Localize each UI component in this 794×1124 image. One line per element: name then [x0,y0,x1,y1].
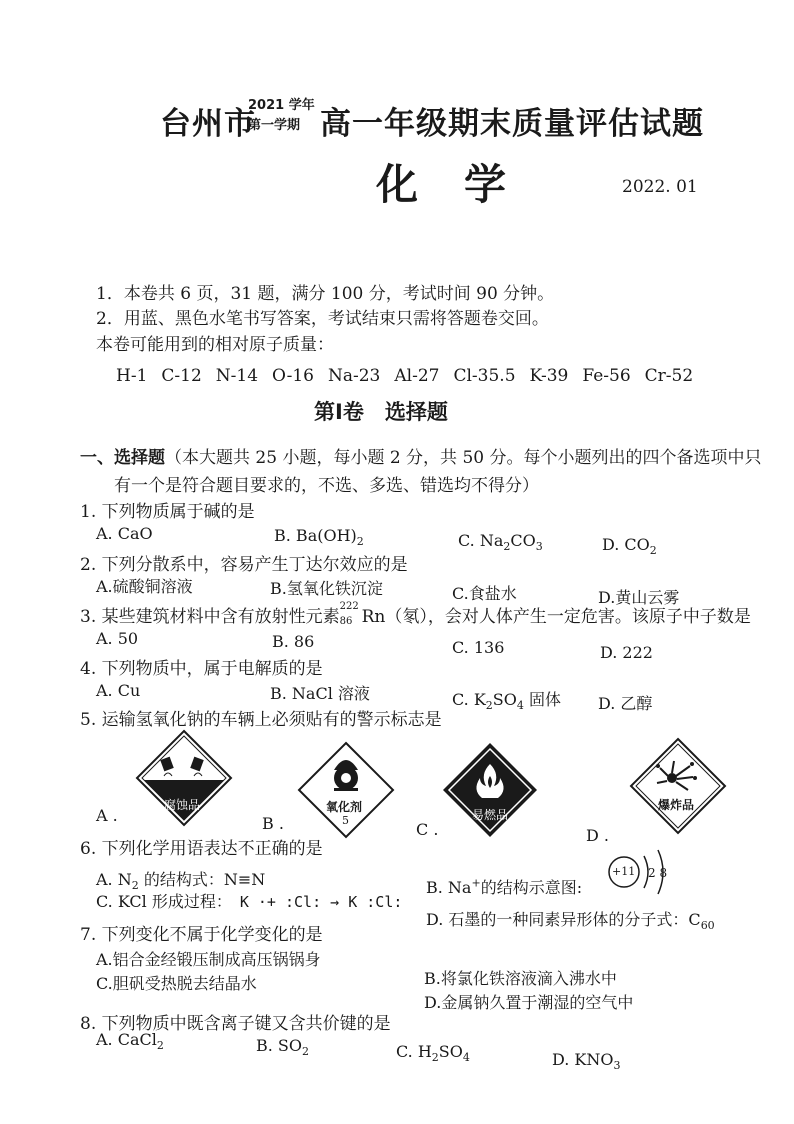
corrosive-label: 腐蚀品 [164,798,201,812]
q4-stem: 4. 下列物质中，属于电解质的是 [80,659,323,679]
q2-option-c: C.食盐水 [452,584,517,603]
note-3: 本卷可能用到的相对原子质量： [96,335,334,355]
q6-option-a: A. $N_2$ 的结构式：N≡N [96,870,266,893]
part-desc-2: 有一个是符合题目要求的，不选、多选、错选均不得分） [114,476,539,496]
header-title: 高一年级期末质量评估试题 [320,106,704,142]
electron-shells: 2 8 [648,866,668,880]
q6-stem: 6. 下列化学用语表达不正确的是 [80,839,323,859]
explosive-sign [628,736,728,836]
q3-mass-number: 222 [339,601,359,612]
section-title: 第Ⅰ卷 选择题 [314,400,448,424]
q1-stem: 1. 下列物质属于碱的是 [80,502,255,522]
q4-option-d: D. 乙醇 [598,694,653,713]
atomic-masses [116,365,693,387]
q3-atomic-number: 86 [339,616,353,627]
q8-option-d: D. $KNO_3$ [552,1050,621,1073]
header-subject: 化学 [376,160,553,209]
header-term: 第一学期 [248,118,301,133]
part-label: 一、选择题 [80,448,165,468]
mass-h: H-1 [116,366,148,386]
note-1: 1．本卷共 6 页，31 题，满分 100 分，考试时间 90 分钟。 [96,284,555,304]
sodium-ion-structure-diagram [604,840,684,904]
q8-option-c: C. $H_2SO_4$ [396,1042,470,1065]
q5-stem: 5. 运输氢氧化钠的车辆上必须贴有的警示标志是 [80,710,442,730]
corrosive-sign [134,728,234,828]
q7-option-a: A.铝合金经锻压制成高压锅锅身 [96,950,321,969]
q2-stem: 2. 下列分散系中，容易产生丁达尔效应的是 [80,555,408,575]
mass-o: O-16 [272,366,314,386]
q3-option-b: B. 86 [272,632,315,651]
q3-option-d: D. 222 [600,643,653,662]
q3-stem: 3. 某些建筑材料中含有放射性元素 222 86 Rn（氡），会对人体产生一定危害。该原子中子数是 [80,601,751,627]
mass-k: K-39 [529,366,569,386]
q5-option-c: C . [416,820,439,839]
mass-cr: Cr-52 [644,366,694,386]
q7-option-b: B.将氯化铁溶液滴入沸水中 [424,969,617,988]
oxidizer-class-number: 5 [342,814,349,827]
mass-na: Na-23 [327,366,381,386]
q1-option-a: A. CaO [96,524,153,543]
mass-fe: Fe-56 [582,366,631,386]
q6-option-c: C. KCl 形成过程： K ·+ :Cl: → K :Cl: [96,892,403,911]
q4-option-a: A. Cu [96,681,141,700]
q6-option-b: B. Na+的结构示意图: [426,876,583,897]
q1-option-b: B. $Ba(OH)_2$ [274,526,364,549]
q8-stem: 8. 下列物质中既含离子键又含共价键的是 [80,1014,391,1034]
q6-option-d: D. 石墨的一种同素异形体的分子式：$C_{60}$ [426,910,715,933]
q1-option-d: D. $CO_2$ [602,535,657,558]
q7-option-c: C.胆矾受热脱去结晶水 [96,974,257,993]
q4-option-b: B. NaCl 溶液 [270,684,370,703]
q4-option-c: C. $K_2SO_4$ 固体 [452,690,561,713]
nucleus-charge: +11 [612,865,636,878]
q7-stem: 7. 下列变化不属于化学变化的是 [80,925,323,945]
q1-option-c: C. $Na_2CO_3$ [458,531,543,554]
part-desc-1: （本大题共 25 小题，每小题 2 分，共 50 分。每个小题列出的四个备选项中只 [165,448,762,468]
header-year: 2021 学年 [248,98,315,113]
flammable-label: 易燃品 [472,808,509,822]
note-2: 2．用蓝、黑色水笔书写答案，考试结束只需将答题卷交回。 [96,309,549,329]
mass-cl: Cl-35.5 [453,366,516,386]
q2-option-b: B.氢氧化铁沉淀 [270,579,383,598]
q8-option-a: A. CaCl$_2$ [96,1030,164,1053]
mass-n: N-14 [215,366,259,386]
q2-option-a: A.硫酸铜溶液 [96,577,193,596]
oxidizer-label: 氧化剂 [326,800,363,814]
mass-al: Al-27 [394,366,440,386]
q2-option-d: D.黄山云雾 [598,588,680,607]
q3-option-a: A. 50 [96,629,139,648]
header-date: 2022. 01 [622,177,698,197]
q7-option-d: D.金属钠久置于潮湿的空气中 [424,993,634,1012]
q8-option-b: B. $SO_2$ [256,1036,310,1059]
kcl-formation-equation: K ·+ :Cl: → K :Cl: [239,893,403,911]
header-city: 台州市 [160,106,256,142]
q5-option-b: B . [262,814,284,833]
q5-option-d: D . [586,826,609,845]
oxidizer-sign [296,740,396,840]
q5-option-a: A . [96,806,118,825]
flammable-sign [440,740,540,840]
mass-c: C-12 [161,366,202,386]
q3-option-c: C. 136 [452,638,505,657]
explosive-label: 爆炸品 [658,798,695,812]
